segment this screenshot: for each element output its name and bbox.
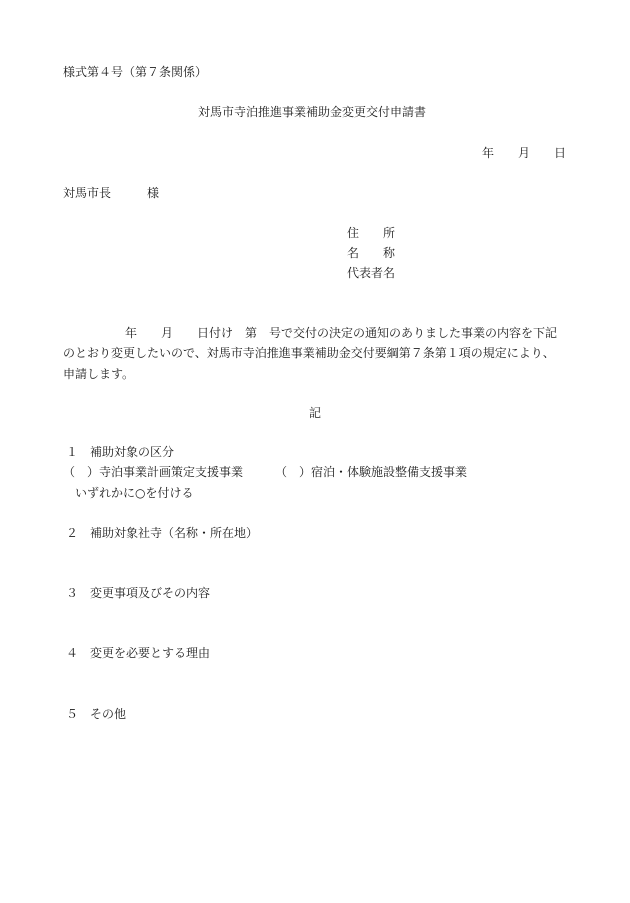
body-line-3: 申請します。 — [63, 367, 135, 381]
applicant-representative-label: 代表者名 — [347, 266, 396, 280]
addressee: 対馬市長 様 — [63, 186, 160, 200]
item-2-heading: ２ 補助対象社寺（名称・所在地） — [66, 526, 259, 540]
item-1-option-1: （ ）寺泊事業計画策定支援事業 — [63, 465, 244, 479]
applicant-name-label: 名 称 — [347, 246, 396, 260]
date-line: 年 月 日 — [482, 146, 567, 160]
item-1-option-2: （ ）宿泊・体験施設整備支援事業 — [275, 465, 468, 479]
item-5-heading: ５ その他 — [66, 707, 127, 721]
item-1-heading: １ 補助対象の区分 — [66, 445, 175, 459]
document-title: 対馬市寺泊推進事業補助金変更交付申請書 — [198, 105, 427, 119]
item-3-heading: ３ 変更事項及びその内容 — [66, 586, 211, 600]
item-4-heading: ４ 変更を必要とする理由 — [66, 646, 211, 660]
body-line-1: 年 月 日付け 第 号で交付の決定の通知のありました事業の内容を下記 — [125, 326, 558, 340]
applicant-address-label: 住 所 — [347, 226, 396, 240]
item-1-note: いずれかに○を付ける — [75, 486, 194, 500]
ki-heading: 記 — [309, 406, 322, 420]
body-line-2: のとおり変更したいので、対馬市寺泊推進事業補助金交付要綱第７条第１項の規定により、 — [63, 346, 555, 360]
form-number: 様式第４号（第７条関係） — [63, 65, 208, 79]
